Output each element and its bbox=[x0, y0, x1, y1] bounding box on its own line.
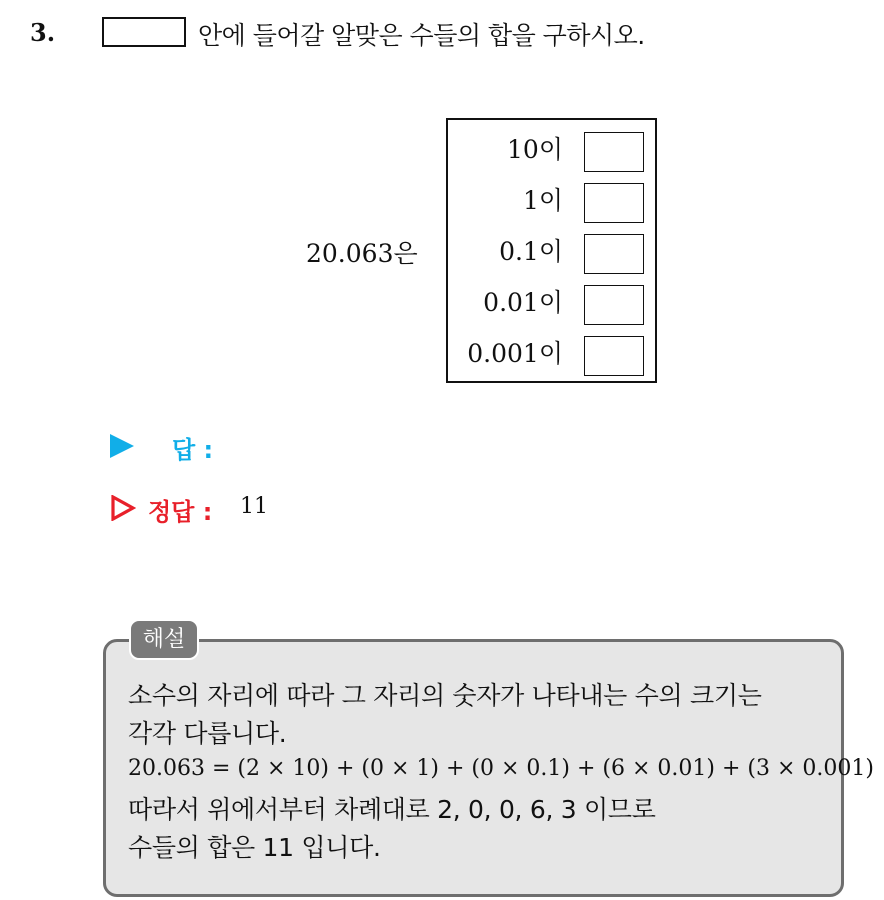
explanation-equation: 20.063 = (2 × 10) + (0 × 1) + (0 × 0.1) + (6 × 0.01) + (3 × 0.001) bbox=[128, 756, 874, 781]
explanation-line: 소수의 자리에 따라 그 자리의 숫자가 나타내는 수의 크기는 bbox=[128, 681, 762, 710]
answer-blank[interactable] bbox=[584, 336, 644, 376]
explanation-line: 각각 다릅니다. bbox=[128, 719, 287, 748]
question-text: 안에 들어갈 알맞은 수들의 합을 구하시오. bbox=[198, 21, 645, 50]
answer-blank[interactable] bbox=[584, 234, 644, 274]
answer-blank[interactable] bbox=[584, 132, 644, 172]
place-row-1 bbox=[448, 177, 655, 217]
place-label: 1이 bbox=[522, 186, 563, 215]
place-row-0-001 bbox=[448, 330, 655, 370]
problem-lead: 20.063은 bbox=[306, 239, 418, 268]
correct-value: 11 bbox=[240, 494, 268, 519]
explanation-line: 수들의 합은 11 입니다. bbox=[128, 833, 381, 862]
place-label: 0.001이 bbox=[467, 339, 563, 368]
place-label: 0.01이 bbox=[483, 288, 563, 317]
place-label: 10이 bbox=[507, 135, 563, 164]
answer-blank[interactable] bbox=[584, 183, 644, 223]
correct-label: 정답 : bbox=[148, 498, 213, 526]
explanation-line: 따라서 위에서부터 차례대로 2, 0, 0, 6, 3 이므로 bbox=[128, 795, 656, 824]
answer-label: 답 : bbox=[172, 436, 214, 464]
answer-blank[interactable] bbox=[584, 285, 644, 325]
place-label: 0.1이 bbox=[499, 237, 563, 266]
blank-box bbox=[102, 17, 186, 47]
place-row-10 bbox=[448, 126, 655, 166]
play-triangle-icon bbox=[110, 434, 134, 458]
place-row-0-1 bbox=[448, 228, 655, 268]
question-number: 3. bbox=[30, 18, 56, 47]
explanation-tag: 해설 bbox=[129, 619, 199, 660]
place-value-table bbox=[446, 118, 657, 383]
place-row-0-01 bbox=[448, 279, 655, 319]
outline-triangle-icon bbox=[110, 495, 136, 521]
